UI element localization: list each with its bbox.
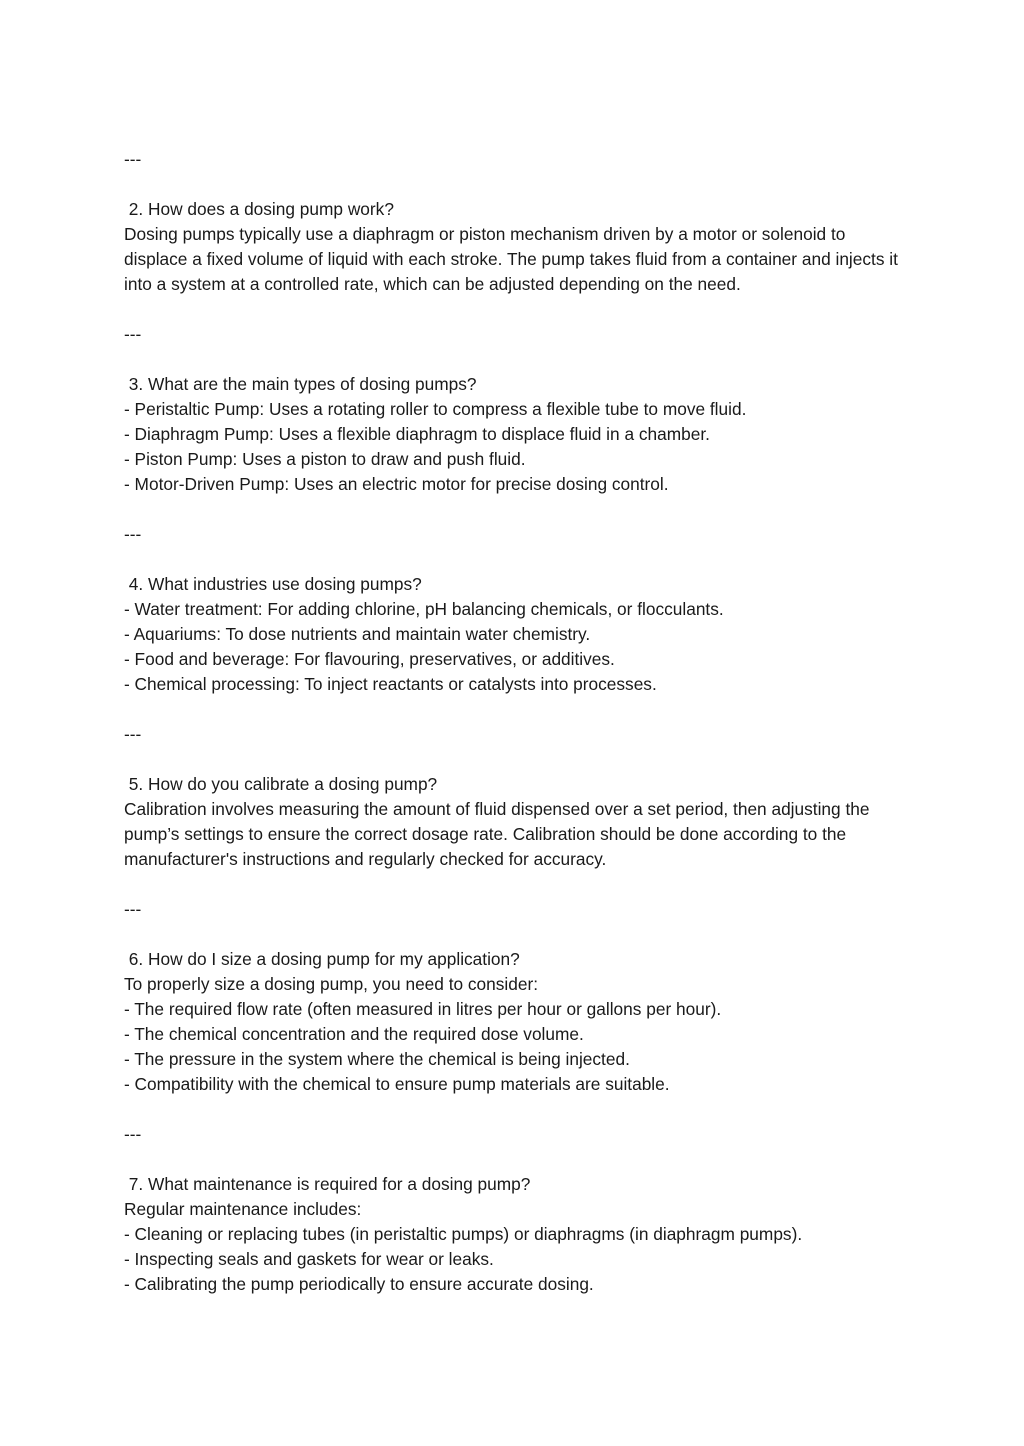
list-item: - Aquariums: To dose nutrients and maintain water chemistry. xyxy=(124,624,591,644)
blank-line xyxy=(124,747,904,772)
blank-line xyxy=(124,697,904,722)
faq-question: 6. How do I size a dosing pump for my application? xyxy=(124,949,520,969)
blank-line xyxy=(124,547,904,572)
list-item: - The required flow rate (often measured in litres per hour or gallons per hour). xyxy=(124,999,722,1019)
faq-answer: Calibration involves measuring the amount of fluid dispensed over a set period, then adjusting the pump’s settings to ensure the correct dosage rate. Calibration should be done according to the manufacturer's instructions and regularly checked for accuracy. xyxy=(124,799,870,869)
blank-line xyxy=(124,1097,904,1122)
faq-question: 5. How do you calibrate a dosing pump? xyxy=(124,774,438,794)
blank-line xyxy=(124,347,904,372)
faq-answer: Dosing pumps typically use a diaphragm or piston mechanism driven by a motor or solenoid to displace a fixed volume of liquid with each stroke. The pump takes fluid from a container and injects it into a system at a controlled rate, which can be adjusted depending on the need. xyxy=(124,224,898,294)
blank-line xyxy=(124,1147,904,1172)
separator: --- xyxy=(124,149,142,169)
list-item: - Inspecting seals and gaskets for wear or leaks. xyxy=(124,1249,494,1269)
faq-question: 4. What industries use dosing pumps? xyxy=(124,574,422,594)
faq-question: 7. What maintenance is required for a dosing pump? xyxy=(124,1174,531,1194)
separator: --- xyxy=(124,724,142,744)
list-item: - Chemical processing: To inject reactants or catalysts into processes. xyxy=(124,674,657,694)
list-item: - Peristaltic Pump: Uses a rotating roller to compress a flexible tube to move fluid. xyxy=(124,399,747,419)
list-item: - Motor-Driven Pump: Uses an electric motor for precise dosing control. xyxy=(124,474,669,494)
list-item: - The pressure in the system where the chemical is being injected. xyxy=(124,1049,630,1069)
list-item: - Water treatment: For adding chlorine, pH balancing chemicals, or flocculants. xyxy=(124,599,724,619)
blank-line xyxy=(124,172,904,197)
document-page xyxy=(124,147,904,1297)
separator: --- xyxy=(124,1124,142,1144)
list-item: - Piston Pump: Uses a piston to draw and push fluid. xyxy=(124,449,526,469)
faq-intro: Regular maintenance includes: xyxy=(124,1199,362,1219)
faq-question: 2. How does a dosing pump work? xyxy=(124,199,394,219)
blank-line xyxy=(124,297,904,322)
blank-line xyxy=(124,497,904,522)
list-item: - Cleaning or replacing tubes (in peristaltic pumps) or diaphragms (in diaphragm pumps). xyxy=(124,1224,803,1244)
separator: --- xyxy=(124,524,142,544)
list-item: - Diaphragm Pump: Uses a flexible diaphragm to displace fluid in a chamber. xyxy=(124,424,710,444)
blank-line xyxy=(124,872,904,897)
separator: --- xyxy=(124,899,142,919)
separator: --- xyxy=(124,324,142,344)
blank-line xyxy=(124,922,904,947)
list-item: - Compatibility with the chemical to ensure pump materials are suitable. xyxy=(124,1074,670,1094)
list-item: - The chemical concentration and the required dose volume. xyxy=(124,1024,584,1044)
list-item: - Calibrating the pump periodically to ensure accurate dosing. xyxy=(124,1274,594,1294)
list-item: - Food and beverage: For flavouring, preservatives, or additives. xyxy=(124,649,615,669)
faq-question: 3. What are the main types of dosing pumps? xyxy=(124,374,477,394)
faq-intro: To properly size a dosing pump, you need to consider: xyxy=(124,974,539,994)
